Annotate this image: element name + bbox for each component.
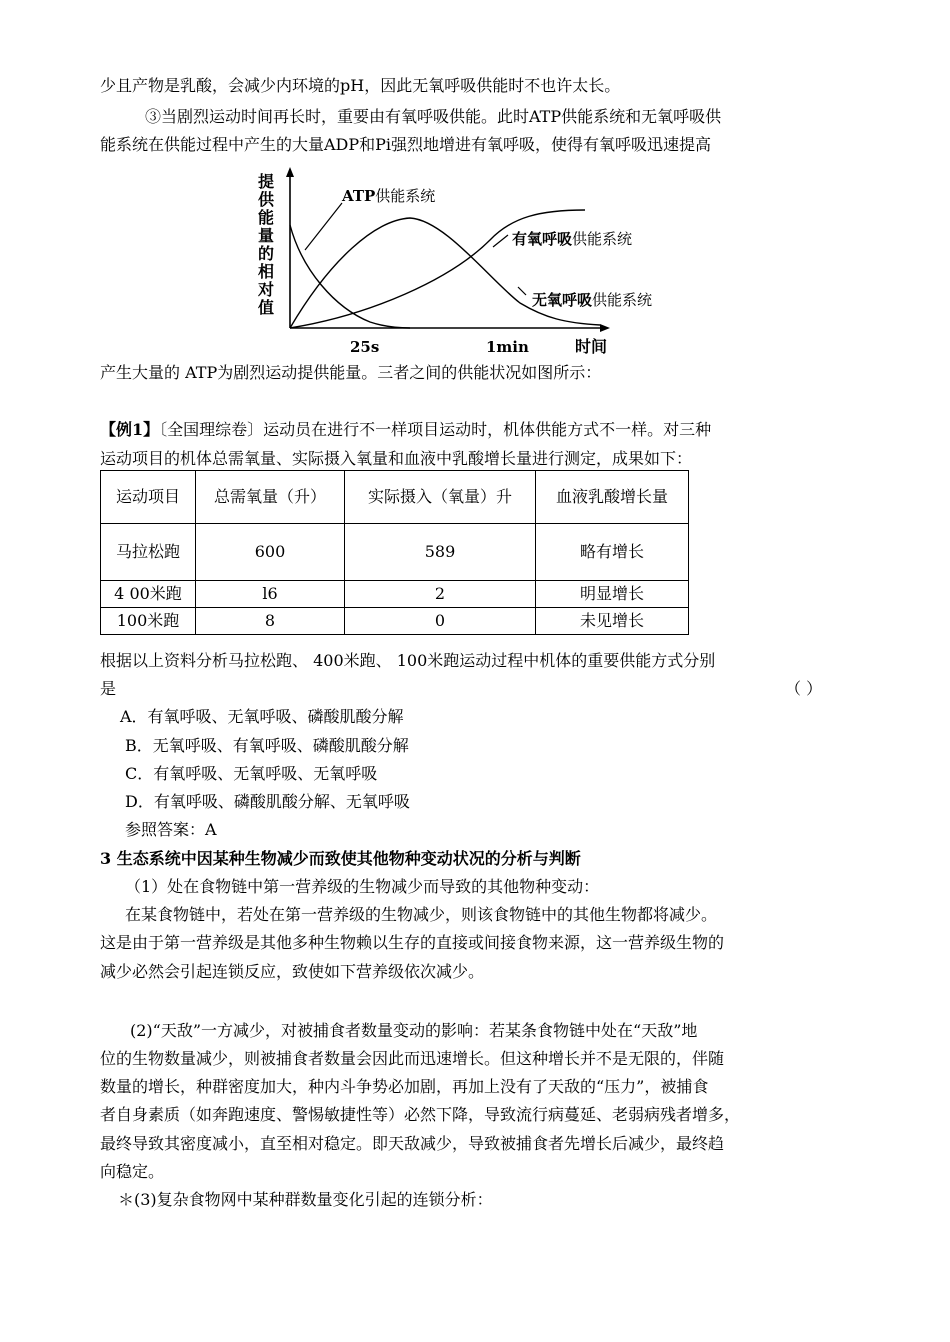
series-line-aerobic — [290, 210, 585, 328]
table-cell: 马拉松跑 — [101, 524, 196, 581]
chart-y-label-char: 提 — [257, 172, 275, 191]
intro-paragraph-2a: ③当剧烈运动时间再长时，重要由有氧呼吸供能。此时ATP供能系统和无氧呼吸供 — [145, 107, 722, 126]
chart-y-label-char: 值 — [257, 298, 275, 317]
chart-y-label-char: 能 — [257, 208, 275, 227]
reference-answer: 参照答案：A — [125, 820, 217, 839]
section-3-p2e: 最终导致其密度减小，直至相对稳定。即天敌减少，导致被捕食者先增长后减少，最终趋 — [100, 1134, 725, 1153]
question-line-1: 根据以上资料分析马拉松跑、 400米跑、 100米跑运动过程中机体的重要供能方式分别 — [100, 651, 716, 670]
y-axis-arrow — [286, 167, 294, 177]
anaerobic-leader-line — [518, 287, 526, 295]
chart-y-label-char: 供 — [257, 190, 275, 209]
intro-paragraph-1: 少且产物是乳酸，会减少内环境的pH，因此无氧呼吸供能时不也许太长。 — [100, 76, 621, 95]
section-3-p2d: 者自身素质（如奔跑速度、警惕敏捷性等）必然下降，导致流行病蔓延、老弱病残者增多， — [100, 1105, 741, 1124]
table-cell: l6 — [196, 581, 345, 608]
x-axis-label: 时间 — [575, 337, 608, 356]
option-b: B．无氧呼吸、有氧呼吸、磷酸肌酸分解 — [125, 736, 409, 755]
atp-leader-line — [305, 203, 342, 250]
section-3-p2c: 数量的增长，种群密度加大，种内斗争势必加剧，再加上没有了天敌的“压力”，被捕食 — [100, 1077, 709, 1096]
question-line-2: 是 — [100, 679, 117, 698]
section-3-p2b: 位的生物数量减少，则被捕食者数量会因此而迅速增长。但这种增长并不是无限的，伴随 — [100, 1049, 725, 1068]
example-line-2: 运动项目的机体总需氧量、实际摄入氧量和血液中乳酸增长量进行测定，成果如下： — [100, 449, 693, 468]
section-3-heading: 3 生态系统中因某种生物减少而致使其他物种变动状况的分析与判断 — [100, 849, 581, 868]
table-cell: 8 — [196, 608, 345, 635]
table-header-cell: 运动项目 — [101, 471, 196, 524]
x-tick-1min: 1min — [486, 338, 529, 356]
table-cell: 0 — [345, 608, 536, 635]
chart-y-label-char: 对 — [257, 280, 275, 299]
oxygen-data-table — [100, 470, 689, 635]
table-cell: 600 — [196, 524, 345, 581]
table-header-row — [101, 471, 689, 524]
table-cell: 明显增长 — [536, 581, 689, 608]
energy-supply-chart — [250, 165, 690, 360]
example-line-1-text: 〔全国理综卷〕运动员在进行不一样项目运动时，机体供能方式不一样。对三种 — [159, 420, 712, 439]
table-cell: 100米跑 — [101, 608, 196, 635]
x-axis-arrow — [600, 324, 610, 332]
section-3-p1b: 这是由于第一营养级是其他多种生物赖以生存的直接或间接食物来源，这一营养级生物的 — [100, 933, 725, 952]
intro-paragraph-2b: 能系统在供能过程中产生的大量ADP和Pi强烈地增进有氧呼吸，使得有氧呼吸迅速提高 — [100, 135, 712, 154]
table-cell: 未见增长 — [536, 608, 689, 635]
answer-bracket: （ ） — [785, 679, 823, 698]
section-3-p2a: (2)“天敌”一方减少，对被捕食者数量变动的影响：若某条食物链中处在“天敌”地 — [130, 1021, 698, 1040]
table-cell: 略有增长 — [536, 524, 689, 581]
option-c: C．有氧呼吸、无氧呼吸、无氧呼吸 — [125, 764, 378, 783]
table-cell: 4 00米跑 — [101, 581, 196, 608]
chart-y-label-char: 量 — [257, 226, 275, 245]
section-3-p1c: 减少必然会引起连锁反应，致使如下营养级依次减少。 — [100, 962, 485, 981]
table-row — [101, 608, 689, 635]
table-header-cell: 总需氧量（升） — [196, 471, 345, 524]
example-tag: 【例1】 — [100, 420, 160, 439]
chart-y-label — [257, 172, 275, 317]
example-line-1 — [100, 420, 711, 440]
table-row — [101, 524, 689, 581]
section-3-p1a: 在某食物链中，若处在第一营养级的生物减少，则该食物链中的其他生物都将减少。 — [125, 905, 718, 924]
intro-paragraph-2c: 产生大量的 ATP为剧烈运动提供能量。三者之间的供能状况如图所示： — [100, 363, 602, 382]
table-header-cell: 血液乳酸增长量 — [536, 471, 689, 524]
chart-y-label-char: 的 — [257, 244, 275, 263]
legend-aerobic: 有氧呼吸供能系统 — [512, 230, 633, 248]
option-d: D．有氧呼吸、磷酸肌酸分解、无氧呼吸 — [125, 792, 410, 811]
section-3-sub-1: （1）处在食物链中第一营养级的生物减少而导致的其他物种变动： — [125, 877, 600, 896]
x-tick-25s: 25s — [350, 338, 380, 356]
option-a: A．有氧呼吸、无氧呼吸、磷酸肌酸分解 — [120, 707, 404, 726]
table-cell: 2 — [345, 581, 536, 608]
table-row — [101, 581, 689, 608]
chart-y-label-char: 相 — [257, 262, 275, 281]
aerobic-leader-line — [493, 235, 508, 247]
section-3-sub-3: ＊(3)复杂食物网中某种群数量变化引起的连锁分析： — [118, 1190, 493, 1209]
table-header-cell: 实际摄入（氧量）升 — [345, 471, 536, 524]
legend-anaerobic: 无氧呼吸供能系统 — [532, 291, 653, 309]
table-cell: 589 — [345, 524, 536, 581]
section-3-p2f: 向稳定。 — [100, 1162, 165, 1181]
legend-atp: ATP供能系统 — [342, 187, 436, 205]
series-line-atp — [290, 225, 410, 328]
